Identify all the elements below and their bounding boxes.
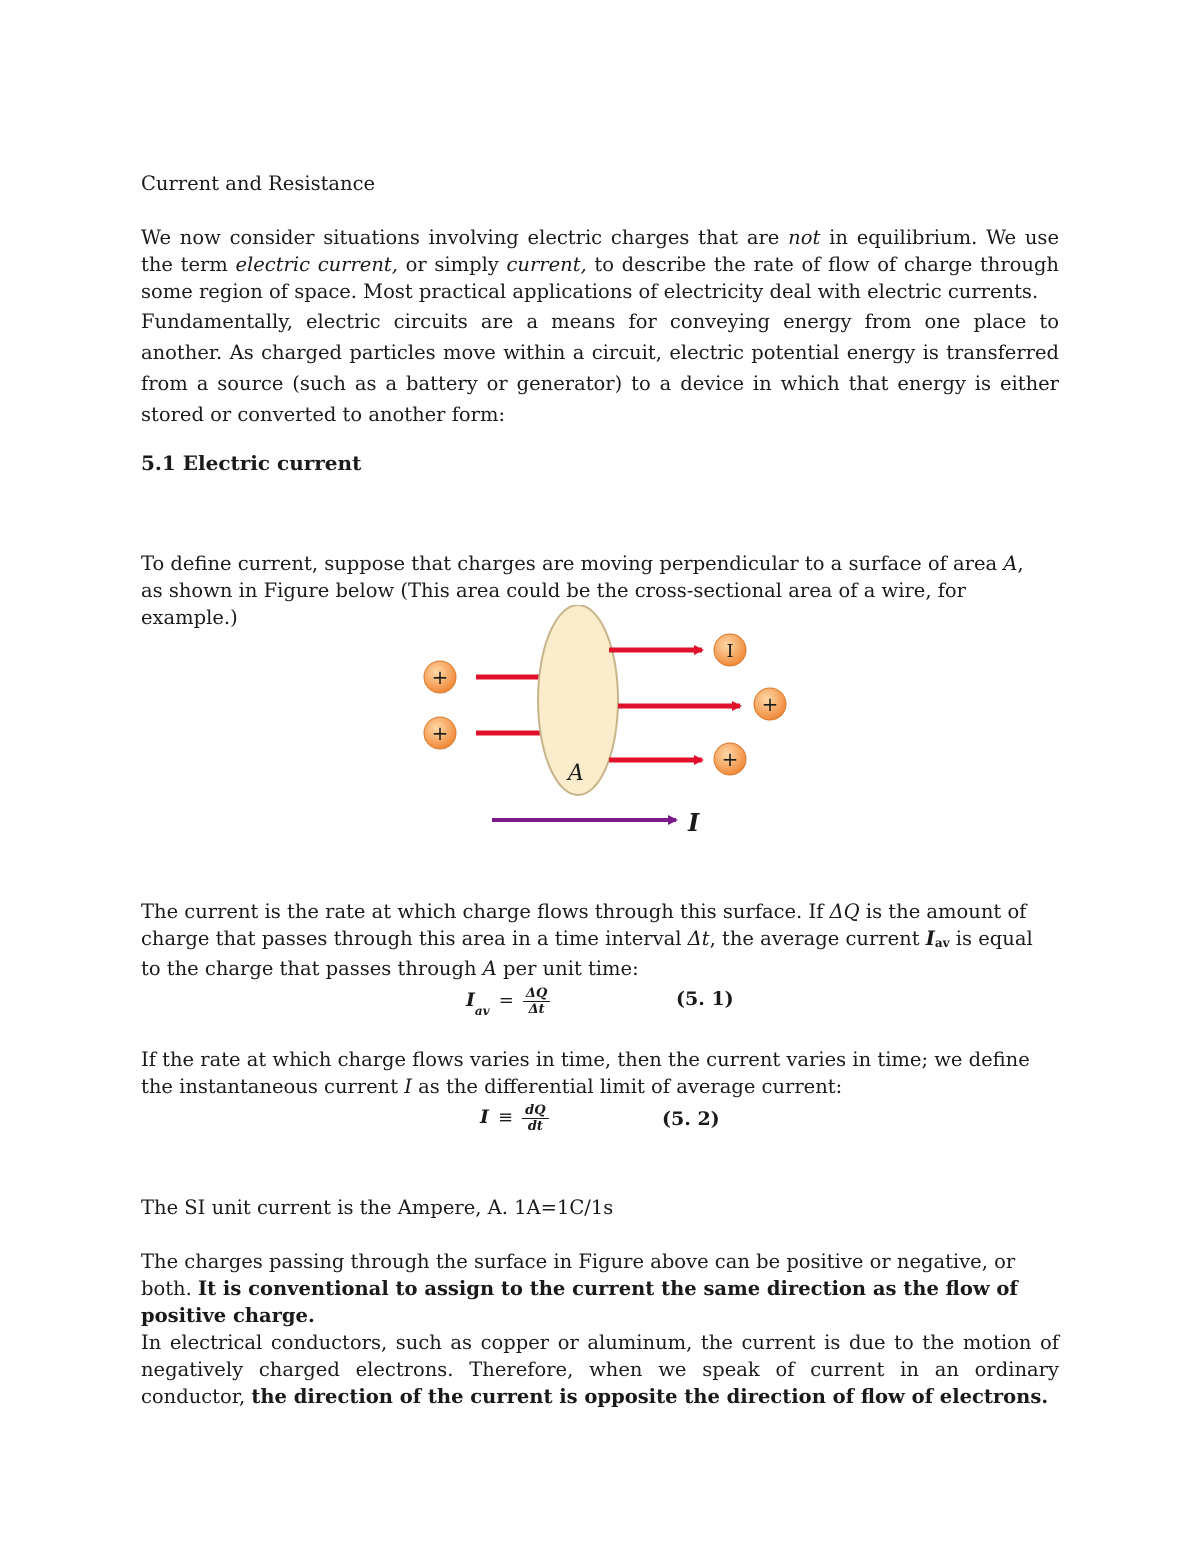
energy-paragraph: Fundamentally, electric circuits are a means for conveying energy from one place to another. As charged particles move within a circuit, electric potential energy is transferred from a source (such as a battery or generator) to a device in which that energy is either stored or converted to another form: — [141, 310, 1059, 426]
svg-text:+: + — [721, 747, 739, 771]
positive-charge — [424, 717, 456, 749]
svg-text:I: I — [726, 641, 734, 662]
rate-paragraph: The current is the rate at which charge flows through this surface. If ΔQ is the amount of charge that passes through this area in a time interval Δt, the average current Iav is equal to the charge that passes through A per unit time: — [141, 900, 1033, 980]
si-unit-line: The SI unit current is the Ampere, A. 1A=1C/1s — [141, 1196, 614, 1219]
positive-charge — [754, 688, 786, 720]
convention-paragraph: The charges passing through the surface in Figure above can be positive or negative, or both. It is conventional to assign to the current the same direction as the flow of positive charge. — [141, 1250, 1018, 1327]
svg-text:+: + — [761, 692, 779, 716]
moving-charge — [714, 634, 746, 666]
equation-5-2: I ≡ $\frac{dQ}{dt}$ — [480, 1103, 549, 1134]
define-paragraph: To define current, suppose that charges are moving perpendicular to a surface of area A, as shown in Figure below (This area could be the cross-sectional area of a wire, for example.) — [141, 552, 1024, 629]
svg-text:+: + — [431, 665, 449, 689]
svg-text:+: + — [431, 721, 449, 745]
current-figure — [410, 605, 790, 845]
equation-5-1: $I_{av}$ = $\frac{\Delta Q}{\Delta t}$ — [466, 986, 550, 1017]
intro-paragraph: We now consider situations involving electric charges that are not in equilibrium. We use the term electric current, or simply current, to describe the rate of flow of charge through some region of space. Most practical applications of electricity deal with electric currents. — [141, 226, 1059, 303]
section-heading: 5.1 Electric current — [141, 451, 362, 475]
positive-charge — [714, 743, 746, 775]
instantaneous-paragraph: If the rate at which charge flows varies in time, then the current varies in time; we define the instantaneous current I as the differential limit of average current: — [141, 1048, 1030, 1098]
equation-5-2-label: (5. 2) — [662, 1108, 720, 1130]
current-label: I — [688, 808, 700, 837]
equation-5-1-label: (5. 1) — [676, 988, 734, 1010]
area-label: A — [568, 761, 584, 786]
positive-charge — [424, 661, 456, 693]
conductor-paragraph: In electrical conductors, such as copper or aluminum, the current is due to the motion of negatively charged electrons. Therefore, when we speak of current in an ordinary conductor, the direction of the current is opposite the direction of flow of electrons. — [141, 1331, 1059, 1408]
document-title: Current and Resistance — [141, 172, 376, 195]
